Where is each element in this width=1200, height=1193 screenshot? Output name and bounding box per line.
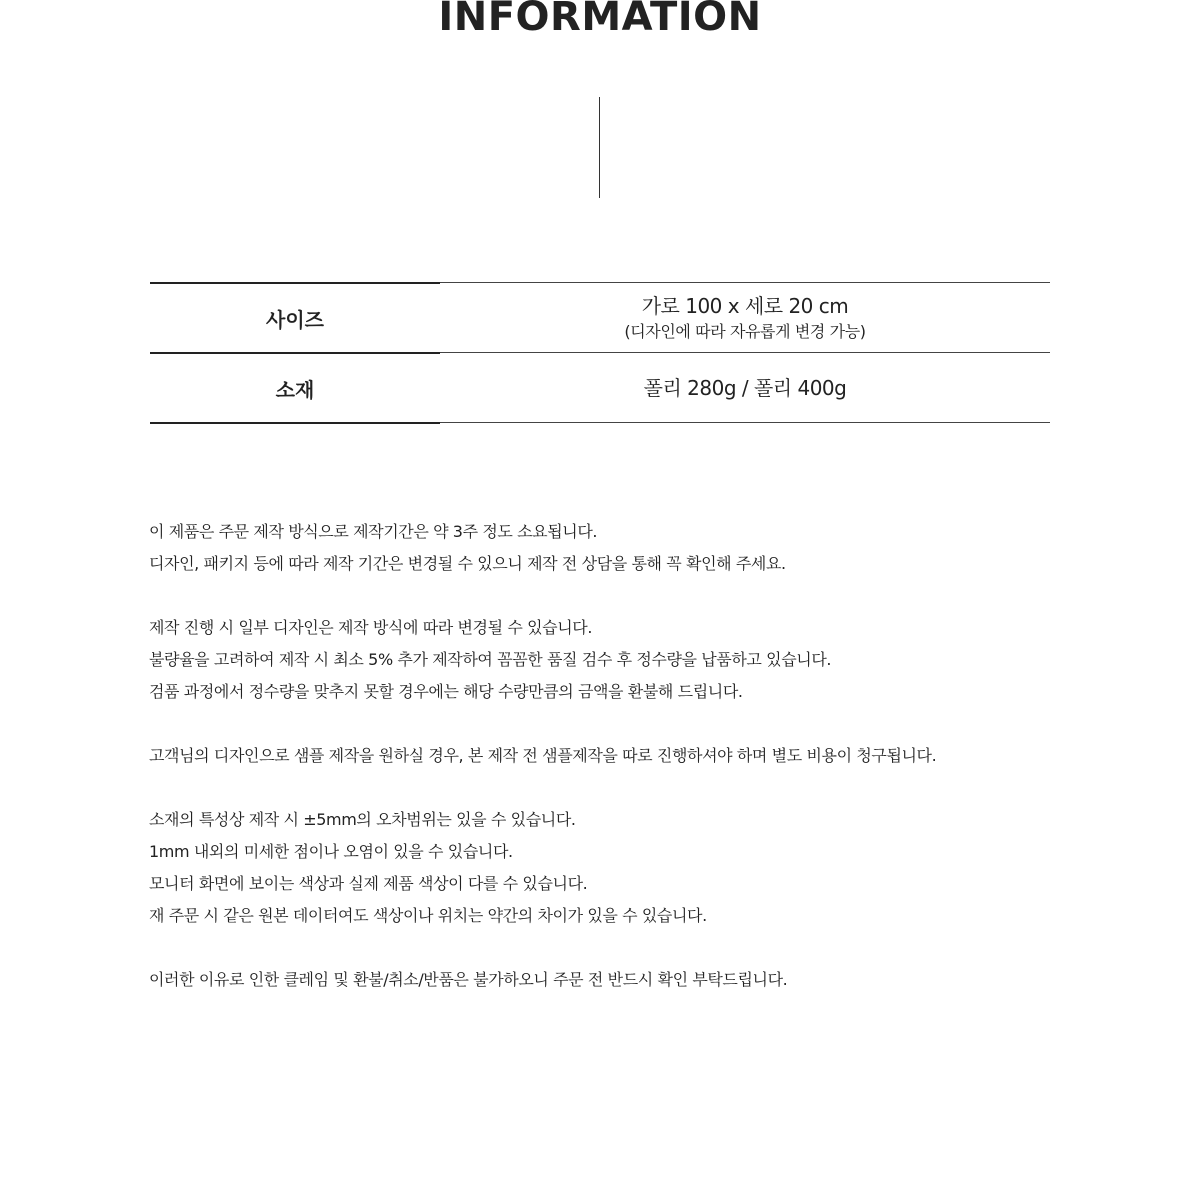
spec-label-material: 소재 [150,352,440,422]
spec-value-size-note: (디자인에 따라 자유롭게 변경 가능) [624,321,866,341]
notice-line: 모니터 화면에 보이는 색상과 실제 제품 색상이 다를 수 있습니다. [149,874,588,893]
notice-spacer [149,932,1109,964]
page-title: INFORMATION [438,0,762,40]
notice-line: 디자인, 패키지 등에 따라 제작 기간은 변경될 수 있으니 제작 전 상담을 통해 꼭 확인해 주세요. [149,554,786,573]
notice-line: 제작 진행 시 일부 디자인은 제작 방식에 따라 변경될 수 있습니다. [149,618,593,637]
spec-value-material-cell [440,352,1050,422]
notice-line: 이러한 이유로 인한 클레임 및 환불/취소/반품은 불가하오니 주문 전 반드시 확인 부탁드립니다. [149,970,788,989]
spec-label-size: 사이즈 [150,282,440,352]
spec-value-material: 폴리 280g / 폴리 400g [643,375,847,400]
vertical-divider [599,97,600,198]
spec-row-size [150,282,1050,352]
spec-row-material [150,352,1050,422]
notice-line: 1mm 내외의 미세한 점이나 오염이 있을 수 있습니다. [149,842,513,861]
notice-spacer [149,580,1109,612]
notice-line: 소재의 특성상 제작 시 ±5mm의 오차범위는 있을 수 있습니다. [149,810,576,829]
notice-line: 검품 과정에서 정수량을 맞추지 못할 경우에는 해당 수량만큼의 금액을 환불해 드립니다. [149,682,743,701]
notice-spacer [149,772,1109,804]
spec-table [150,282,1050,424]
spec-table-bottom-border [150,422,1050,424]
notice-line: 불량율을 고려하여 제작 시 최소 5% 추가 제작하여 꼼꼼한 품질 검수 후 정수량을 납품하고 있습니다. [149,650,832,669]
notice-line: 재 주문 시 같은 원본 데이터여도 색상이나 위치는 약간의 차이가 있을 수 있습니다. [149,906,707,925]
notice-text [149,516,1109,996]
spec-bottom-value-line [440,422,1050,423]
notice-spacer [149,708,1109,740]
spec-value-size: 가로 100 x 세로 20 cm [641,293,849,318]
spec-value-size-cell [440,282,1050,352]
notice-line: 고객님의 디자인으로 샘플 제작을 원하실 경우, 본 제작 전 샘플제작을 따로 진행하셔야 하며 별도 비용이 청구됩니다. [149,746,937,765]
spec-bottom-label-line [150,422,440,424]
notice-line: 이 제품은 주문 제작 방식으로 제작기간은 약 3주 정도 소요됩니다. [149,522,598,541]
